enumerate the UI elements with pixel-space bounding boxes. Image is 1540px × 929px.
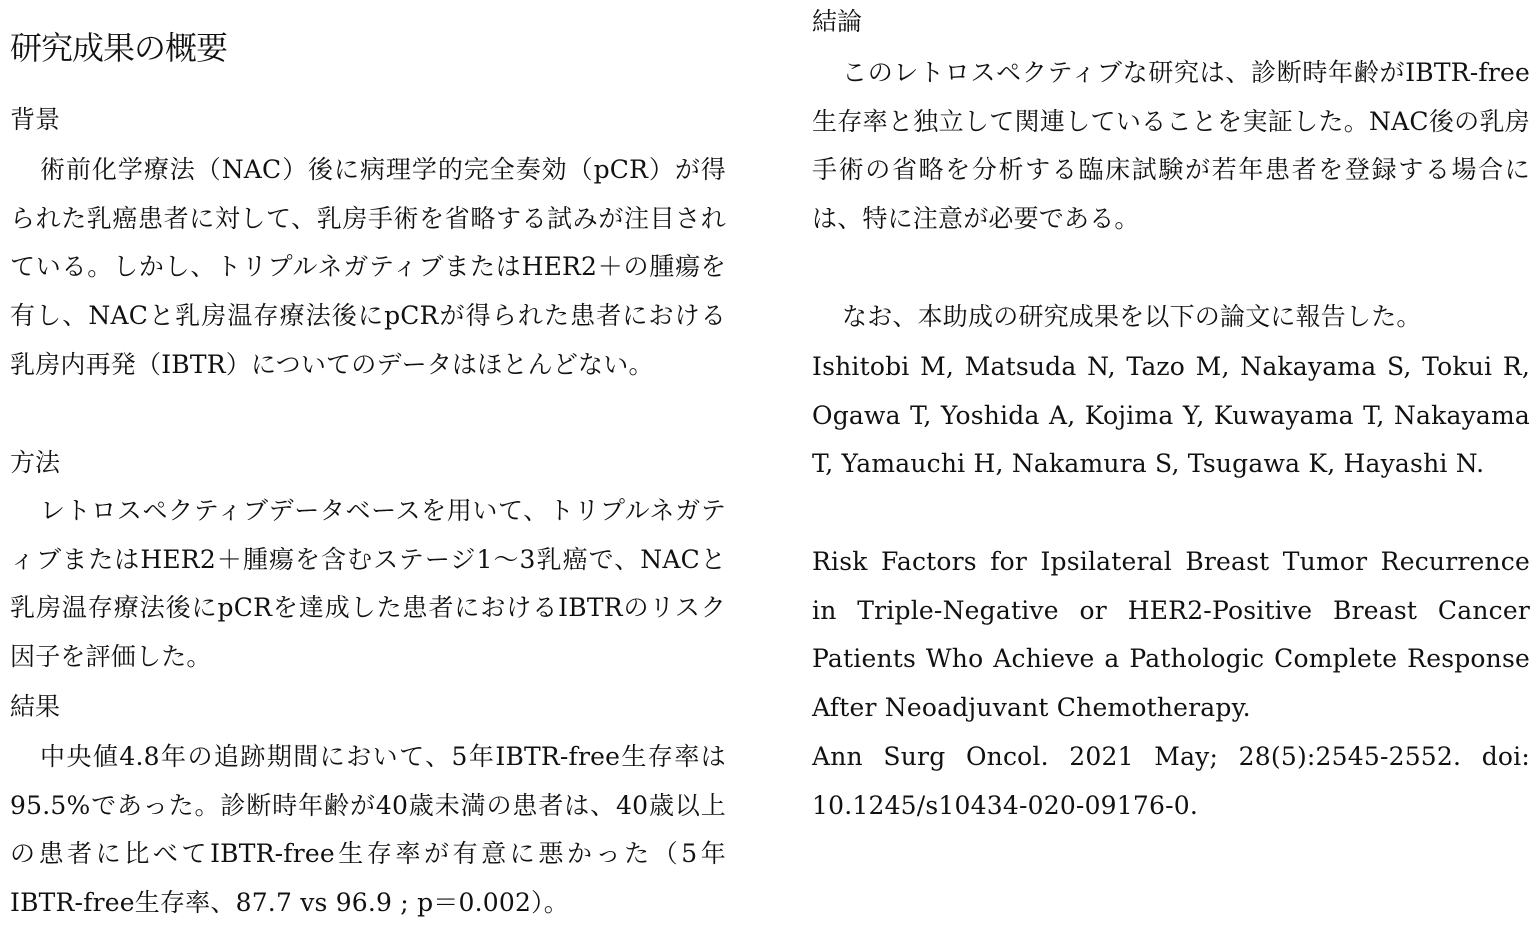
publication-article-title: Risk Factors for Ipsilateral Breast Tumor Recurrence in Triple-Negative or HER2-Positive Breast Cancer Patients Who Achieve a Pathologic Complete Response After Neoadjuvant Chemotherapy. — [812, 547, 1530, 723]
publication-authors: Ishitobi M, Matsuda N, Tazo M, Nakayama S, Tokui R, Ogawa T, Yoshida A, Kojima Y, Kuwayama T, Nakayama T, Yamauchi H, Nakamura S, Tsugawa K, Hayashi N. — [812, 352, 1530, 479]
methods-heading: 方法 — [10, 448, 61, 477]
publication-citation: Ann Surg Oncol. 2021 May; 28(5):2545-2552. doi: 10.1245/s10434-020-09176-0. — [812, 742, 1530, 820]
methods-text: レトロスペクティブデータベースを用いて、トリプルネガティブまたはHER2＋腫瘍を含むステージ1～3乳癌で、NACと乳房温存療法後にpCRを達成した患者におけるIBTRのリスク因子を評価した。 — [10, 496, 726, 672]
background-heading: 背景 — [10, 105, 61, 134]
publication-intro: なお、本助成の研究成果を以下の論文に報告した。 — [842, 302, 1422, 331]
conclusion-heading: 結論 — [812, 7, 863, 36]
results-heading: 結果 — [10, 692, 61, 721]
background-text: 術前化学療法（NAC）後に病理学的完全奏効（pCR）が得られた乳癌患者に対して、乳房手術を省略する試みが注目されている。しかし、トリプルネガティブまたはHER2＋の腫瘍を有し、NACと乳房温存療法後にpCRが得られた患者における乳房内再発（IBTR）についてのデータはほとんどない。 — [10, 155, 726, 379]
page-title: 研究成果の概要 — [10, 29, 228, 67]
results-text: 中央値4.8年の追跡期間において、5年IBTR-free生存率は95.5%であった。診断時年齢が40歳未満の患者は、40歳以上の患者に比べてIBTR-free生存率が有意に悪かった（5年IBTR-free生存率、87.7 vs 96.9 ; p＝0.002）。 — [10, 742, 726, 918]
conclusion-text: このレトロスペクティブな研究は、診断時年齢がIBTR-free生存率と独立して関連していることを実証した。NAC後の乳房手術の省略を分析する臨床試験が若年患者を登録する場合には、特に注意が必要である。 — [812, 58, 1530, 234]
